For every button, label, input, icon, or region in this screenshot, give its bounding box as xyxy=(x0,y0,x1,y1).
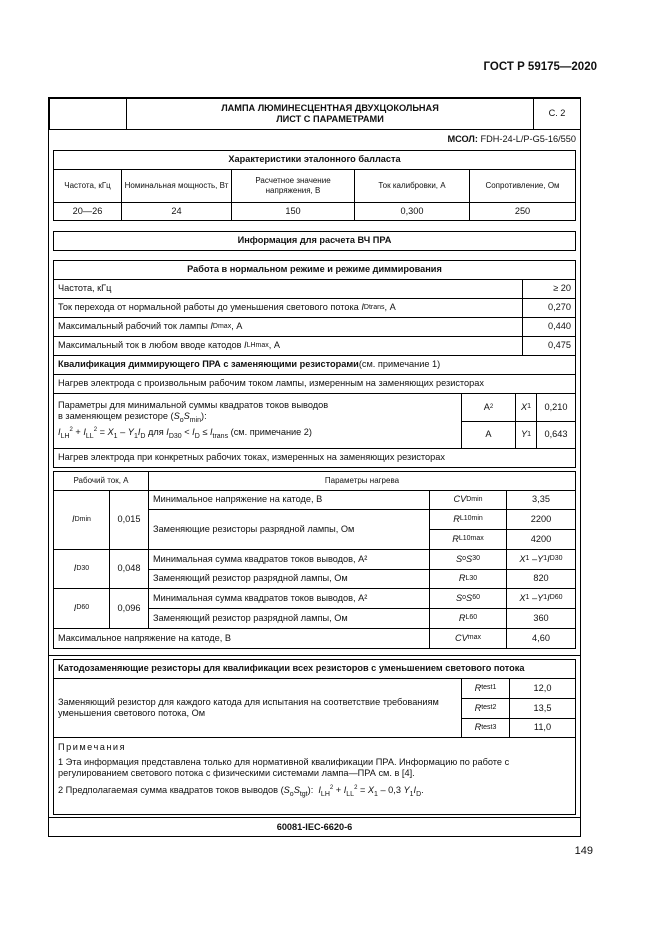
ballast-header-freq: Частота, кГц xyxy=(53,169,122,203)
symbol-sub: 1 xyxy=(527,430,532,438)
standard-number: ГОСТ Р 59175—2020 xyxy=(483,61,597,73)
symbol-sub: 1 xyxy=(525,594,530,602)
symbol-sub: Dmax xyxy=(212,322,232,330)
symbol-sub: D xyxy=(416,790,422,798)
ballast-header-resistance: Сопротивление, Ом xyxy=(469,169,576,203)
params-line2-post: ): xyxy=(201,411,207,422)
ballast-header-power: Номинальная мощность, Вт xyxy=(121,169,232,203)
y1-name-cell xyxy=(515,421,537,449)
symbol-sub: D60 xyxy=(76,604,90,612)
symbol-sub: o xyxy=(179,417,184,425)
d30-row-resistor-label: Заменяющий резистор разрядной лампы, Ом xyxy=(148,569,430,589)
sheet-title-line2: ЛИСТ С ПАРАМЕТРАМИ xyxy=(276,114,384,124)
unit: , А xyxy=(384,302,396,313)
x1-unit: А xyxy=(483,401,490,412)
dmin-row-resistors-label: Заменяющие резисторы разрядной лампы, Ом xyxy=(148,509,430,550)
unit: , А xyxy=(231,321,243,332)
dmin-row-min-voltage-label: Минимальное напряжение на катоде, В xyxy=(148,490,430,510)
parameter-sheet-frame xyxy=(48,97,581,837)
symbol-r: R xyxy=(452,533,459,544)
symbol-i: I xyxy=(210,321,213,332)
d30-row-resistor-value: 820 xyxy=(506,569,576,589)
symbol-i: I xyxy=(72,514,75,525)
dimming-title xyxy=(53,355,576,375)
symbol-sub: 1 xyxy=(409,790,414,798)
symbol-s: S xyxy=(283,785,290,796)
hf-row-max-lamp-current xyxy=(53,317,523,337)
symbol-sub: D30 xyxy=(168,433,182,441)
symbol-sub: L10max xyxy=(458,535,484,543)
symbol-x: X xyxy=(519,553,526,564)
footer-code: 60081-IEC-6620-6 xyxy=(276,822,353,832)
symbol-sub: 1 xyxy=(133,433,138,441)
symbol-i: I xyxy=(83,427,86,438)
y1-unit: А xyxy=(461,421,516,449)
symbol-sub: 1 xyxy=(543,555,548,563)
dmin-row-r10max-symbol xyxy=(429,529,507,550)
dmin-row-min-voltage-symbol xyxy=(429,490,507,510)
rtest3-symbol xyxy=(461,718,510,738)
symbol-sub: test1 xyxy=(481,684,497,692)
d60-row-resistor-symbol xyxy=(429,608,507,629)
symbol-sub: L10min xyxy=(459,515,483,523)
group-d30-current: 0,048 xyxy=(109,549,149,589)
symbol-y: Y xyxy=(537,553,544,564)
symbol-sub: D60 xyxy=(549,594,563,602)
symbol-sub: max xyxy=(467,634,481,642)
symbol-r: R xyxy=(458,573,466,584)
ballast-value-current: 0,300 xyxy=(354,202,470,221)
symbol-sub: Dmin xyxy=(466,495,483,503)
symbol-sup: 2 xyxy=(329,785,334,792)
sheet-title-line1: ЛАМПА ЛЮМИНЕСЦЕНТНАЯ ДВУХЦОКОЛЬНАЯ xyxy=(221,102,439,113)
params-line2-pre: в заменяющем резисторе ( xyxy=(58,411,174,422)
symbol-sub: LH xyxy=(60,433,70,441)
symbol-i: I xyxy=(361,302,364,313)
notes-block xyxy=(53,737,576,815)
max-voltage-symbol xyxy=(429,628,507,649)
col-current-header: Рабочий ток, А xyxy=(53,471,149,491)
page-number: 149 xyxy=(574,845,593,857)
dmin-row-r10min-value: 2200 xyxy=(506,509,576,530)
hf-row-transition-value: 0,270 xyxy=(522,298,576,318)
symbol-i: I xyxy=(137,427,141,438)
ballast-header-voltage: Расчетное значение напряжения, В xyxy=(231,169,355,203)
symbol-cv: CV xyxy=(455,632,468,643)
cathode-label: Заменяющий резистор для каждого катода для испытания на соответствие требованиям уменьшения светового потока, Ом xyxy=(53,678,462,738)
symbol-i: I xyxy=(73,602,77,613)
dimming-title-note: (см. примечание 1) xyxy=(358,359,441,370)
rtest2-value: 13,5 xyxy=(509,698,576,719)
y1-value: 0,643 xyxy=(536,421,576,449)
hf-title: Информация для расчета ВЧ ПРА xyxy=(53,231,576,251)
col-params-header: Параметры нагрева xyxy=(148,471,576,491)
symbol-i: I xyxy=(73,563,77,574)
d30-row-sum-label: Минимальная сумма квадратов токов выводов, А² xyxy=(148,549,430,570)
max-voltage-label: Максимальное напряжение на катоде, В xyxy=(53,628,430,649)
symbol-i: I xyxy=(192,427,195,438)
symbol-sub: 1 xyxy=(113,433,118,441)
symbol-sub: D30 xyxy=(76,564,90,572)
min-sum-formula: $I_{LH}^2 + I_{LL}^2 = X_1 - Y_1I_D$ для $I_{D30} < I_D \le I_{trans}$ (см. примечание 2) xyxy=(58,427,312,441)
hf-row-frequency-value: ≥ 20 xyxy=(522,279,576,299)
symbol-i: I xyxy=(413,785,417,796)
symbol-sub: o xyxy=(462,555,467,563)
symbol-r: R xyxy=(474,702,482,713)
rtest1-value: 12,0 xyxy=(509,678,576,699)
symbol-r: R xyxy=(458,612,466,623)
hf-row-maxcathode-label: Максимальный ток в любом вводе катодов xyxy=(58,340,242,351)
hf-row-transition-label: Ток перехода от нормальной работы до уменьшения светового потока xyxy=(58,302,359,313)
symbol-r: R xyxy=(474,682,482,693)
symbol-y: Y xyxy=(537,592,544,603)
symbol-sub: test3 xyxy=(481,723,497,731)
d60-row-sum-label: Минимальная сумма квадратов токов выводов, А² xyxy=(148,588,430,609)
symbol-sup: 2 xyxy=(489,403,494,410)
group-dmin-current: 0,015 xyxy=(109,490,149,550)
symbol-i: I xyxy=(209,427,213,438)
mcol-line xyxy=(447,134,576,145)
symbol-sub: Dtrans xyxy=(363,303,385,311)
rtest2-symbol xyxy=(461,698,510,719)
mode-title: Работа в нормальном режиме и режиме диммирования xyxy=(53,260,576,280)
ballast-header-current: Ток калибровки, А xyxy=(354,169,470,203)
rtest1-symbol xyxy=(461,678,510,699)
d30-row-resistor-symbol xyxy=(429,569,507,589)
symbol-sub: 1 xyxy=(543,594,548,602)
symbol-sub: L60 xyxy=(465,614,478,622)
title-blank-cell xyxy=(49,98,127,130)
symbol-sub: test2 xyxy=(481,704,497,712)
heating-arbitrary: Нагрев электрода с произвольным рабочим током лампы, измеренным на заменяющих резисторах xyxy=(53,374,576,394)
ballast-value-freq: 20—26 xyxy=(53,202,122,221)
hf-row-transition-current xyxy=(53,298,523,318)
symbol-sub: tgt xyxy=(299,790,308,798)
hf-row-max-cathode-current xyxy=(53,336,523,356)
symbol-sub: 1 xyxy=(527,403,532,411)
symbol-i: I xyxy=(58,427,61,438)
symbol-r: R xyxy=(453,513,460,524)
section-divider xyxy=(49,655,580,656)
symbol-sub: LL xyxy=(346,790,355,798)
symbol-s: S xyxy=(456,592,463,603)
hf-row-max-cathode-value: 0,475 xyxy=(522,336,576,356)
hf-row-max-lamp-value: 0,440 xyxy=(522,317,576,337)
d30-row-sum-value: X 1 – Y 1 I D30 xyxy=(506,549,576,570)
notes-heading: Примечания xyxy=(58,742,127,752)
symbol-i: I xyxy=(244,340,247,351)
symbol-sub: 60 xyxy=(472,594,480,602)
symbol-i: I xyxy=(343,785,347,796)
symbol-x: X xyxy=(519,592,526,603)
d30-row-sum-symbol xyxy=(429,549,507,570)
group-dmin-symbol xyxy=(53,490,110,550)
d60-row-resistor-value: 360 xyxy=(506,608,576,629)
note-2-pre: 2 Предполагаемая сумма квадратов токов выводов ( xyxy=(58,785,284,796)
heating-specific: Нагрев электрода при конкретных рабочих токах, измеренных на заменяющих резисторах xyxy=(53,448,576,468)
d60-row-sum-symbol xyxy=(429,588,507,609)
min-sum-params xyxy=(53,393,462,449)
symbol-x: X xyxy=(367,785,375,796)
symbol-sub: o xyxy=(462,594,467,602)
min-sum-params-line2 xyxy=(58,411,207,425)
symbol-sub: L30 xyxy=(465,574,478,582)
symbol-r: R xyxy=(474,722,482,733)
rtest3-value: 11,0 xyxy=(509,718,576,738)
unit: , А xyxy=(268,340,280,351)
sheet-page-ref: С. 2 xyxy=(533,98,581,130)
x1-name-cell xyxy=(515,393,537,422)
symbol-sub: 1 xyxy=(374,790,378,798)
symbol-sub: LH xyxy=(320,790,330,798)
note-2: 2 Предполагаемая сумма квадратов токов выводов $(S_oS_{tgt})$: $I_{LH}^2 + I_{LL}^2 = X_1 - 0,3$ $Y_1I_D$. xyxy=(58,785,424,798)
dimming-title-bold: Квалификация диммирующего ПРА с заменяющими резисторами xyxy=(58,359,359,370)
min-sum-params-line1: Параметры для минимальной суммы квадратов токов выводов xyxy=(58,400,329,411)
symbol-cv: CV xyxy=(453,494,467,505)
symbol-sub: LHmax xyxy=(246,341,269,349)
d60-row-resistor-label: Заменяющий резистор разрядной лампы, Ом xyxy=(148,608,430,629)
symbol-i: I xyxy=(547,592,550,603)
mcol-label: МСОЛ: xyxy=(447,134,478,144)
symbol-sub: trans xyxy=(212,433,229,441)
symbol-i: I xyxy=(547,553,550,564)
symbol-sub: D30 xyxy=(549,555,563,563)
symbol-sup: 2 xyxy=(354,785,358,792)
ballast-value-resistance: 250 xyxy=(469,202,576,221)
d60-row-sum-value: X 1 – Y 1 I D60 xyxy=(506,588,576,609)
symbol-i: I xyxy=(318,785,321,796)
group-d60-current: 0,096 xyxy=(109,588,149,629)
y1-name: Y xyxy=(520,429,528,440)
symbol-sub: o xyxy=(289,790,294,798)
cathode-title: Катодозаменяющие резисторы для квалификации всех резисторов с уменьшением светового потока xyxy=(53,659,576,679)
symbol-sub: D xyxy=(140,433,146,441)
symbol-s: S xyxy=(173,411,180,422)
symbol-sub: min xyxy=(189,417,202,425)
x1-value: 0,210 xyxy=(536,393,576,422)
symbol-sub: LL xyxy=(85,433,94,441)
symbol-sub: 1 xyxy=(525,555,530,563)
note-1: 1 Эта информация представлена только для нормативной квалификации ПРА. Информацию по работе с регулированием светового потока с физическими системами лампа—ПРА см. в [4]. xyxy=(58,757,510,779)
x1-name: X xyxy=(520,401,528,412)
symbol-sub: 30 xyxy=(472,555,480,563)
symbol-sub: D xyxy=(194,433,200,441)
symbol-s: S xyxy=(293,785,300,796)
mcol-value: FDH-24-L/P-G5-16/550 xyxy=(480,134,576,144)
sheet-title xyxy=(126,98,534,130)
ballast-title: Характеристики эталонного балласта xyxy=(53,150,576,170)
symbol-sub: Dmin xyxy=(74,515,91,523)
ballast-value-voltage: 150 xyxy=(231,202,355,221)
group-d60-symbol xyxy=(53,588,110,629)
footer-divider xyxy=(49,817,580,818)
dmin-row-min-voltage-value: 3,35 xyxy=(506,490,576,510)
symbol-s: S xyxy=(466,592,473,603)
symbol-sup: 2 xyxy=(93,427,98,434)
symbol-y: Y xyxy=(403,785,410,796)
symbol-sup: 2 xyxy=(69,427,73,434)
max-voltage-value: 4,60 xyxy=(506,628,576,649)
ballast-value-power: 24 xyxy=(121,202,232,221)
hf-row-frequency-label: Частота, кГц xyxy=(53,279,523,299)
hf-row-maxlamp-label: Максимальный рабочий ток лампы xyxy=(58,321,208,332)
formula-mid: для xyxy=(145,427,167,438)
symbol-s: S xyxy=(466,553,473,564)
symbol-s: S xyxy=(456,553,463,564)
symbol-y: Y xyxy=(127,427,134,438)
symbol-x: X xyxy=(107,427,114,438)
symbol-i: I xyxy=(166,427,169,438)
dmin-row-r10max-value: 4200 xyxy=(506,529,576,550)
x1-unit-cell xyxy=(461,393,516,422)
dmin-row-r10min-symbol xyxy=(429,509,507,530)
symbol-s: S xyxy=(183,411,190,422)
formula-note: (см. примечание 2) xyxy=(228,427,312,438)
group-d30-symbol xyxy=(53,549,110,589)
